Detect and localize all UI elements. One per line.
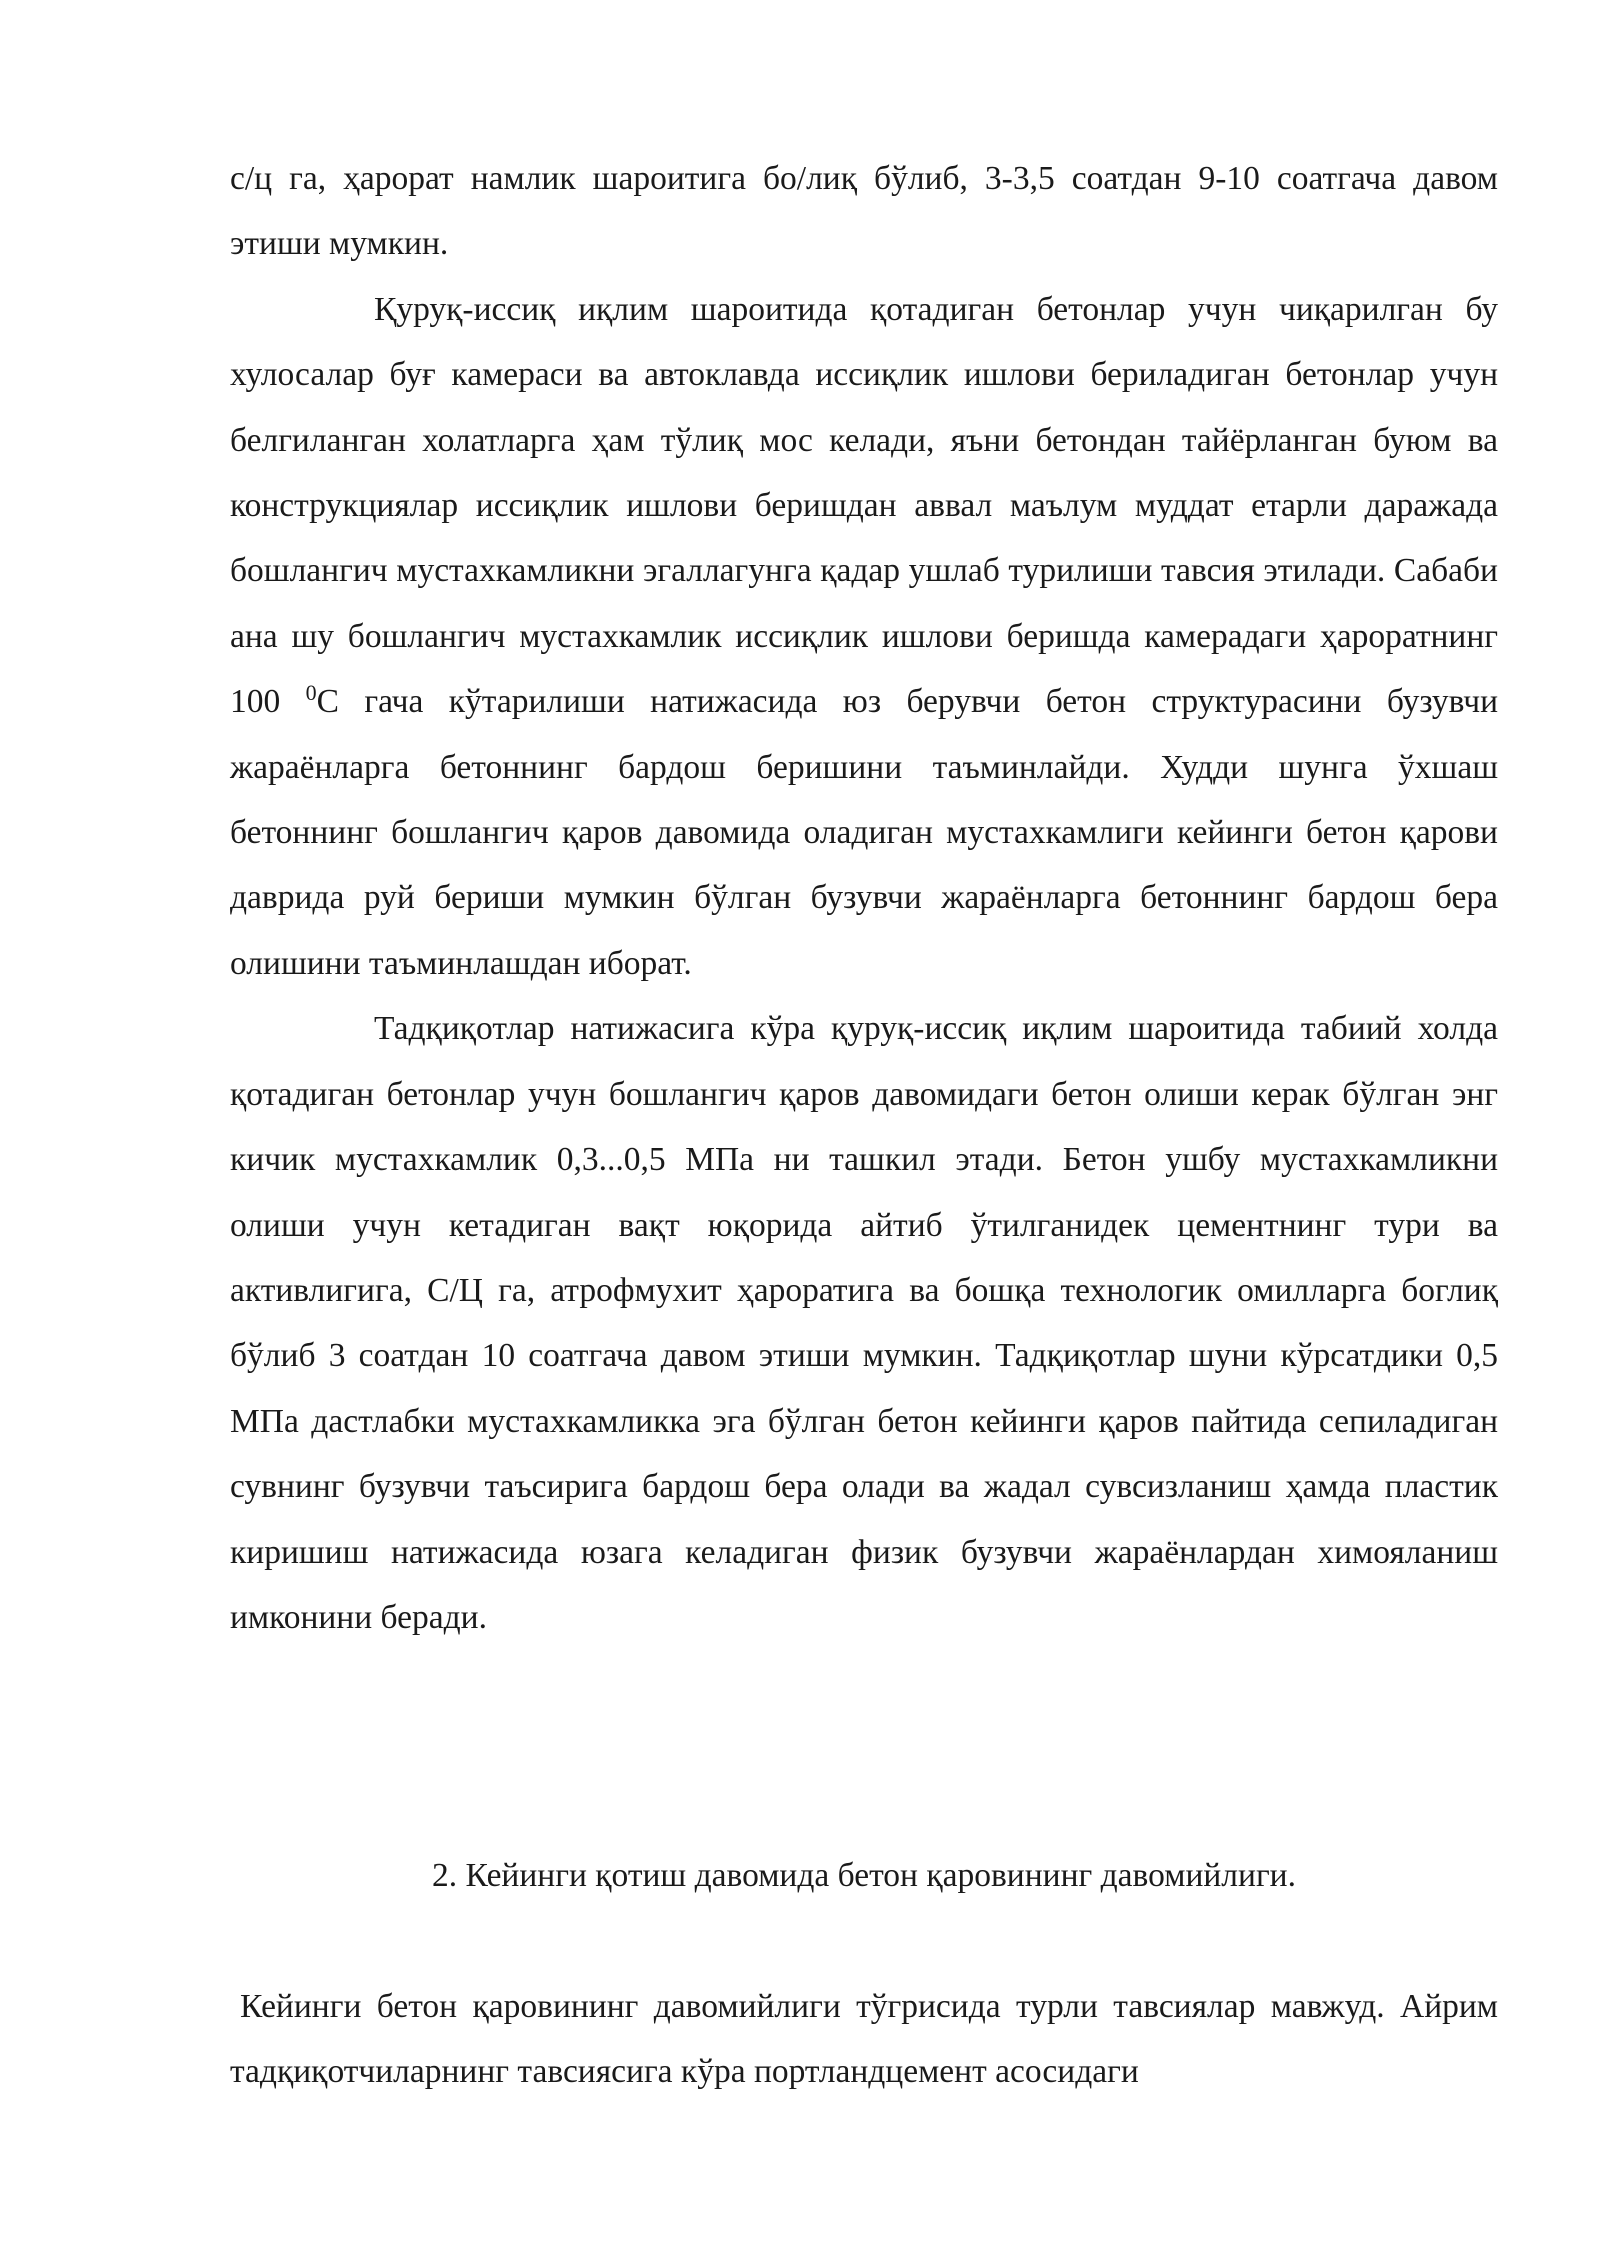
text-column-bottom xyxy=(230,1974,1498,2105)
paragraph-2-text-b: С гача кўтарилиши натижасида юз берувчи бетон структурасини бузувчи жараёнларга бетоннинг бардош беришини таъминлайди. Худди шунга ўхшаш бетоннинг бошлангич қаров давомида оладиган мустахкамлиги кейинги бетон қарови даврида руй бериши мумкин бўлган бузувчи жараёнларга бетоннинг бардош бера олишини таъминлашдан иборат. xyxy=(230,683,1498,982)
paragraph-2 xyxy=(230,277,1498,996)
paragraph-3: Тадқиқотлар натижасига кўра қуруқ-иссиқ иқлим шароитида табиий холда қотадиган бетонлар учун бошлангич қаров давомидаги бетон олиши керак бўлган энг кичик мустахкамлик 0,3...0,5 МПа ни ташкил этади. Бетон ушбу мустахкамликни олиши учун кетадиган вақт юқорида айтиб ўтилганидек цементнинг тури ва активлигига, С/Ц га, атрофмухит ҳароратига ва бошқа технологик омилларга боглиқ бўлиб 3 соатдан 10 соатгача давом этиши мумкин. Тадқиқотлар шуни кўрсатдики 0,5 МПа дастлабки мустахкамликка эга бўлган бетон кейинги қаров пайтида сепиладиган сувнинг бузувчи таъсирига бардош бера олади ва жадал сувсизланиш ҳамда пластик киришиш натижасида юзага келадиган физик бузувчи жараёнлардан химояланиш имконини беради. xyxy=(230,1010,1498,1636)
section-heading: 2. Кейинги қотиш давомида бетон қаровининг давомийлиги. xyxy=(432,1857,1296,1894)
degree-superscript: 0 xyxy=(305,680,317,706)
paragraph-2-text-a: Қуруқ-иссиқ иқлим шароитида қотадиган бетонлар учун чиқарилган бу хулосалар буғ камераси ва автоклавда иссиқлик ишлови бериладиган бетонлар учун белгиланган холатларга ҳам тўлиқ мос келади, яъни бетондан тайёрланган буюм ва конструкциялар иссиқлик ишлови беришдан аввал маълум муддат етарли даражада бошлангич мустахкамликни эгаллагунга қадар ушлаб турилиши тавсия этилади. Сабаби ана шу бошлангич мустахкамлик иссиқлик ишлови беришда камерадаги ҳароратнинг 100 xyxy=(230,290,1498,721)
text-column-top xyxy=(230,146,1498,1650)
paragraph-4: Кейинги бетон қаровининг давомийлиги тўгрисида турли тавсиялар мавжуд. Айрим тадқиқотчиларнинг тавсиясига кўра портландцемент асосидаги xyxy=(230,1988,1498,2091)
paragraph-1: с/ц га, ҳарорат намлик шароитига бо/лиқ бўлиб, 3-3,5 соатдан 9-10 соатгача давом этиши мумкин. xyxy=(230,160,1498,263)
